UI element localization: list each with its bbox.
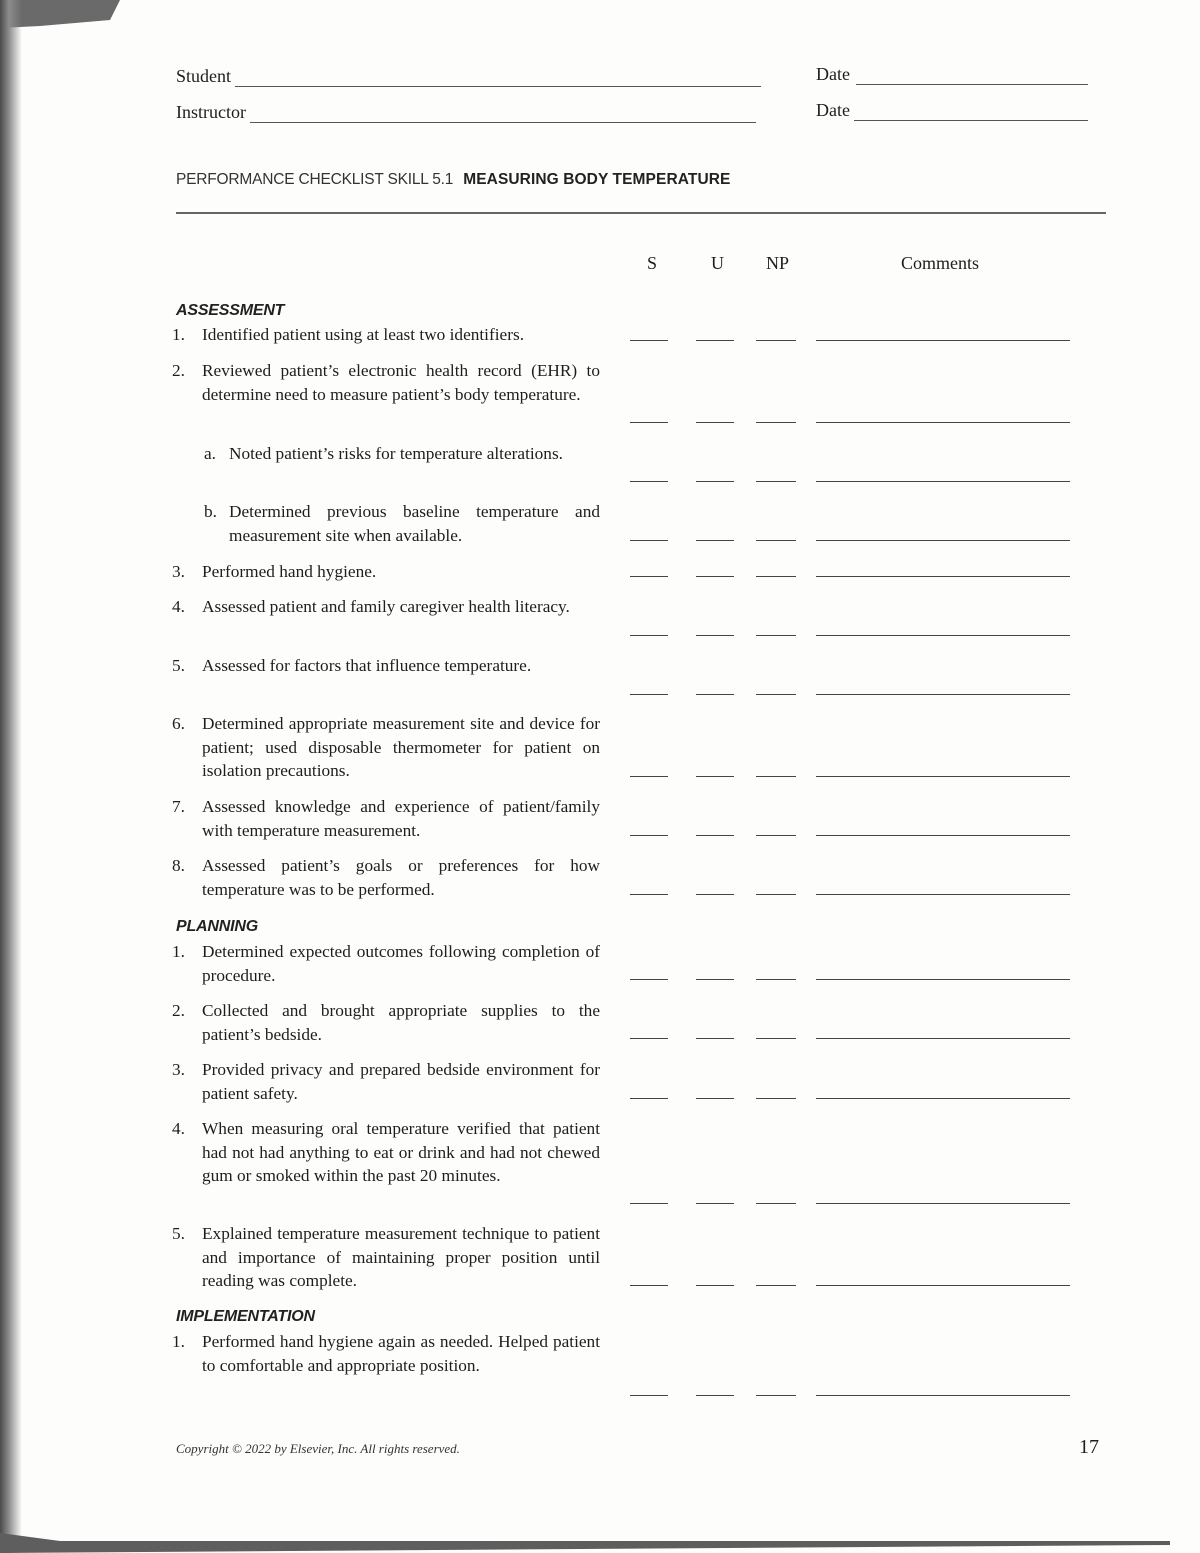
skill-title [176, 171, 730, 189]
comments-blank[interactable] [816, 1395, 1070, 1396]
comments-blank[interactable] [816, 1285, 1070, 1286]
u-blank[interactable] [696, 635, 734, 636]
skill-prefix: PERFORMANCE CHECKLIST SKILL 5.1 [176, 171, 454, 188]
s-blank[interactable] [630, 1038, 668, 1039]
copyright-notice: Copyright © 2022 by Elsevier, Inc. All rights reserved. [176, 1441, 460, 1456]
student-field [176, 66, 761, 87]
u-blank[interactable] [696, 979, 734, 980]
comments-blank[interactable] [816, 694, 1070, 695]
student-label: Student [176, 66, 232, 86]
s-blank[interactable] [630, 340, 668, 341]
u-blank[interactable] [696, 894, 734, 895]
np-blank[interactable] [756, 1098, 796, 1099]
checklist-item: 5. Assessed for factors that influence temperature. [172, 656, 532, 675]
scan-edge-left [0, 0, 22, 1553]
skill-name: MEASURING BODY TEMPERATURE [463, 171, 731, 188]
u-blank[interactable] [696, 540, 734, 541]
u-blank[interactable] [696, 694, 734, 695]
np-blank[interactable] [756, 635, 796, 636]
instructor-label: Instructor [176, 102, 246, 122]
date-label-2: Date [816, 100, 850, 120]
page-number: 17 [1079, 1436, 1099, 1458]
np-blank[interactable] [756, 576, 796, 577]
comments-blank[interactable] [816, 894, 1070, 895]
instructor-field [176, 102, 756, 123]
u-blank[interactable] [696, 1285, 734, 1286]
checklist-subitem: b. Determined previous baseline temperature and measurement site when available. [204, 502, 600, 545]
date-field-1 [816, 64, 1088, 85]
date-field-2 [816, 100, 1088, 121]
np-blank[interactable] [756, 776, 796, 777]
s-blank[interactable] [630, 835, 668, 836]
s-blank[interactable] [630, 979, 668, 980]
s-blank[interactable] [630, 635, 668, 636]
s-blank[interactable] [630, 776, 668, 777]
date-blank-2[interactable] [854, 120, 1088, 121]
student-blank[interactable] [235, 85, 761, 87]
scan-edge-bottom [0, 1523, 1200, 1553]
section-implementation: IMPLEMENTATION [176, 1308, 315, 1325]
s-blank[interactable] [630, 422, 668, 423]
np-blank[interactable] [756, 1395, 796, 1396]
instructor-blank[interactable] [250, 121, 756, 123]
u-blank[interactable] [696, 422, 734, 423]
section-planning: PLANNING [176, 918, 258, 935]
u-blank[interactable] [696, 576, 734, 577]
u-blank[interactable] [696, 1395, 734, 1396]
np-blank[interactable] [756, 894, 796, 895]
u-blank[interactable] [696, 1038, 734, 1039]
np-blank[interactable] [756, 340, 796, 341]
s-blank[interactable] [630, 1098, 668, 1099]
comments-blank[interactable] [816, 1038, 1070, 1039]
comments-blank[interactable] [816, 776, 1070, 777]
checklist-subitem: a. Noted patient’s risks for temperature alterations. [204, 444, 563, 463]
column-header-comments: Comments [901, 253, 980, 273]
column-header-u: U [711, 253, 724, 273]
s-blank[interactable] [630, 1395, 668, 1396]
checklist-item: 6. Determined appropriate measurement site and device for patient; used disposable thermometer for patient on isolation precautions. [172, 714, 600, 780]
checklist-item: 1. Performed hand hygiene again as needed. Helped patient to comfortable and appropriate position. [172, 1332, 600, 1375]
checklist-item: 1. Identified patient using at least two identifiers. [172, 325, 525, 344]
checklist-item: 4. When measuring oral temperature verified that patient had not had anything to eat or drink and had not chewed gum or smoked within the past 20 minutes. [172, 1119, 600, 1185]
checklist-item: 1. Determined expected outcomes following completion of procedure. [172, 942, 600, 985]
s-blank[interactable] [630, 1203, 668, 1204]
title-rule [176, 212, 1106, 214]
checklist-item: 2. Collected and brought appropriate supplies to the patient’s bedside. [172, 1001, 600, 1044]
comments-blank[interactable] [816, 340, 1070, 341]
comments-blank[interactable] [816, 635, 1070, 636]
checklist-item: 7. Assessed knowledge and experience of patient/family with temperature measurement. [172, 797, 600, 840]
u-blank[interactable] [696, 1098, 734, 1099]
u-blank[interactable] [696, 340, 734, 341]
u-blank[interactable] [696, 481, 734, 482]
np-blank[interactable] [756, 1203, 796, 1204]
s-blank[interactable] [630, 1285, 668, 1286]
s-blank[interactable] [630, 540, 668, 541]
comments-blank[interactable] [816, 422, 1070, 423]
s-blank[interactable] [630, 894, 668, 895]
np-blank[interactable] [756, 422, 796, 423]
checklist-item: 5. Explained temperature measurement technique to patient and importance of maintaining proper position until reading was complete. [172, 1224, 600, 1290]
date-blank-1[interactable] [856, 84, 1088, 85]
u-blank[interactable] [696, 776, 734, 777]
np-blank[interactable] [756, 694, 796, 695]
checklist-item: 8. Assessed patient’s goals or preferences for how temperature was to be performed. [172, 856, 600, 899]
section-assessment: ASSESSMENT [176, 302, 285, 319]
comments-blank[interactable] [816, 1203, 1070, 1204]
np-blank[interactable] [756, 540, 796, 541]
np-blank[interactable] [756, 1038, 796, 1039]
checklist-item: 3. Performed hand hygiene. [172, 562, 377, 581]
comments-blank[interactable] [816, 540, 1070, 541]
comments-blank[interactable] [816, 576, 1070, 577]
column-header-s: S [647, 253, 658, 273]
comments-blank[interactable] [816, 979, 1070, 980]
u-blank[interactable] [696, 1203, 734, 1204]
column-header-np: NP [766, 253, 790, 273]
np-blank[interactable] [756, 835, 796, 836]
comments-blank[interactable] [816, 1098, 1070, 1099]
checklist-item: 4. Assessed patient and family caregiver health literacy. [172, 597, 570, 616]
u-blank[interactable] [696, 835, 734, 836]
checklist-item: 2. Reviewed patient’s electronic health record (EHR) to determine need to measure patient’s body temperature. [172, 361, 600, 404]
np-blank[interactable] [756, 1285, 796, 1286]
np-blank[interactable] [756, 481, 796, 482]
comments-blank[interactable] [816, 481, 1070, 482]
comments-blank[interactable] [816, 835, 1070, 836]
s-blank[interactable] [630, 694, 668, 695]
checklist-item: 3. Provided privacy and prepared bedside environment for patient safety. [172, 1060, 600, 1103]
s-blank[interactable] [630, 481, 668, 482]
date-label-1: Date [816, 64, 850, 84]
np-blank[interactable] [756, 979, 796, 980]
s-blank[interactable] [630, 576, 668, 577]
